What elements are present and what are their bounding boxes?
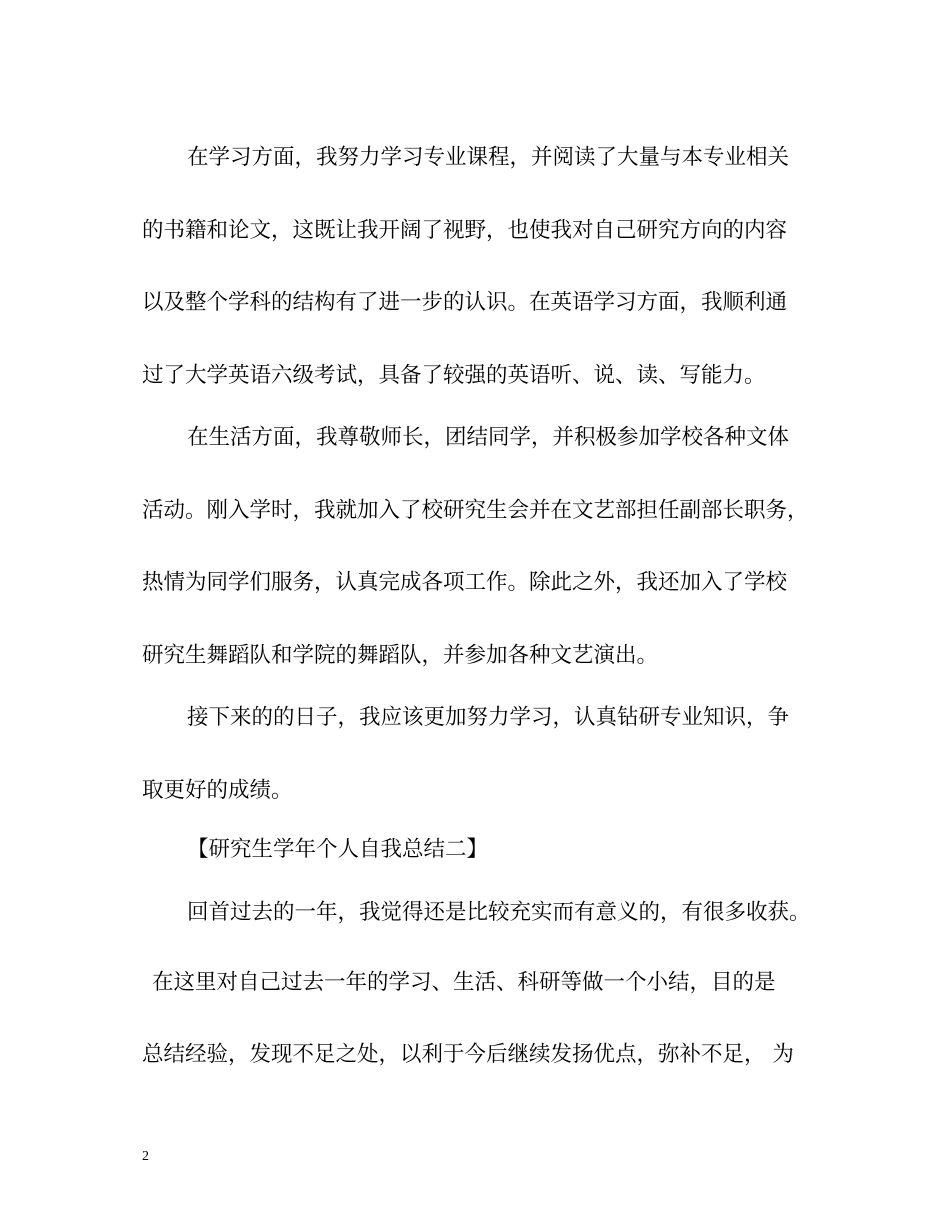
paragraph-line: 的书籍和论文，这既让我开阔了视野，也使我对自己研究方向的内容: [142, 218, 788, 243]
paragraph-line: 回首过去的一年，我觉得还是比较充实而有意义的，有很多收获。: [187, 900, 811, 925]
paragraph-line: 总结经验，发现不足之处，以利于今后继续发扬优点，弥补不足， 为: [142, 1042, 794, 1067]
page-number: 2: [142, 1149, 149, 1164]
paragraph-line: 以及整个学科的结构有了进一步的认识。在英语学习方面，我顺利通: [142, 290, 788, 315]
paragraph-line: 在学习方面，我努力学习专业课程，并阅读了大量与本专业相关: [187, 145, 790, 170]
paragraph-line: 热情为同学们服务，认真完成各项工作。除此之外，我还加入了学校: [142, 570, 788, 595]
section-heading: 【研究生学年个人自我总结二】: [187, 837, 489, 862]
paragraph-line: 在这里对自己过去一年的学习、生活、科研等做一个小结，目的是: [152, 970, 776, 995]
paragraph-line: 在生活方面，我尊敬师长，团结同学，并积极参加学校各种文体: [187, 425, 790, 450]
paragraph-line: 活动。刚入学时，我就加入了校研究生会并在文艺部担任副部长职务，: [142, 498, 809, 523]
paragraph-line: 取更好的成绩。: [142, 778, 293, 803]
paragraph-line: 研究生舞蹈队和学院的舞蹈队，并参加各种文艺演出。: [142, 643, 659, 668]
paragraph-line: 过了大学英语六级考试，具备了较强的英语听、说、读、写能力。: [142, 363, 766, 388]
paragraph-line: 接下来的的日子，我应该更加努力学习，认真钻研专业知识，争: [187, 705, 790, 730]
